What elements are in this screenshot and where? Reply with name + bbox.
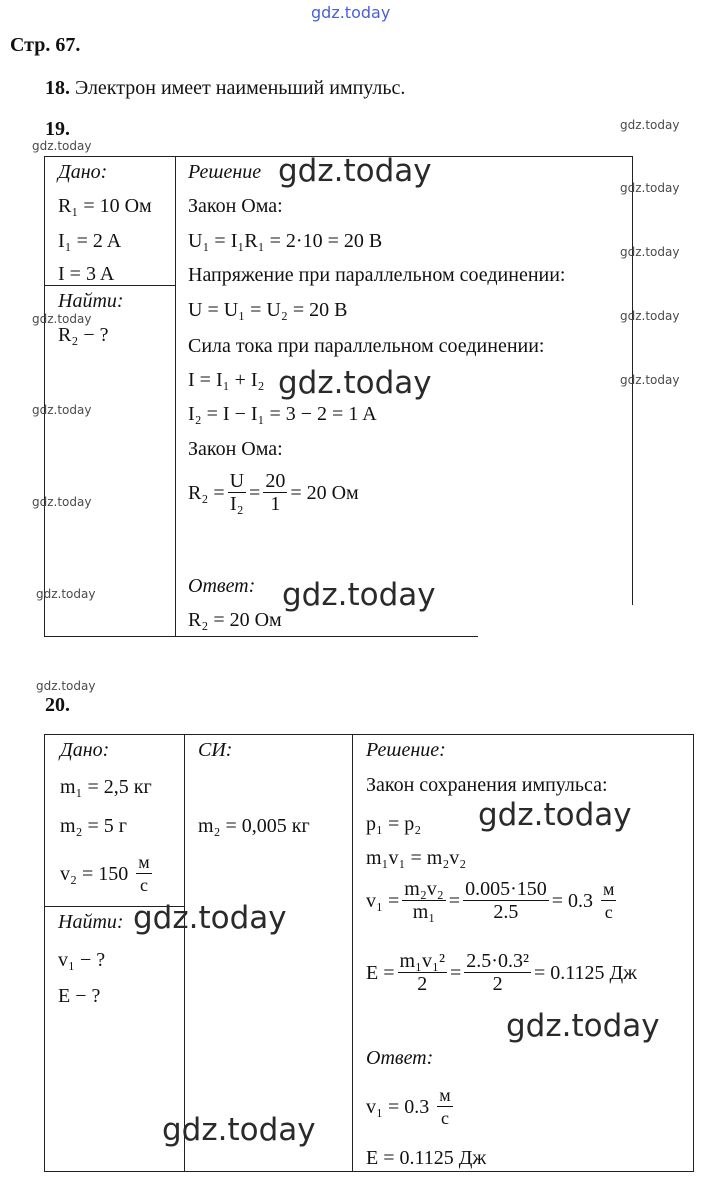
task19-r2-denominator-2: 1 [270, 493, 281, 515]
task19-ohm-law-1: Закон Ома: [188, 195, 283, 217]
task20-given-m1: m₁ = 2,5 кг [60, 776, 152, 798]
task19-ohm-law-2: Закон Ома: [188, 438, 283, 460]
watermark-small: gdz.today [32, 403, 92, 417]
task20-table-bottom-border [44, 1171, 694, 1172]
task19-given-r1: R₁ = 10 Ом [58, 195, 152, 217]
task19-table-divider [175, 156, 176, 637]
task20-v1-unit [601, 878, 616, 923]
task19-r2-fraction-1 [228, 470, 246, 515]
task20-given-m2: m₂ = 5 г [60, 815, 128, 837]
watermark-large: gdz.today [162, 1112, 316, 1148]
task20-v1-denominator-2: 2.5 [493, 901, 519, 923]
task19-answer-title: Ответ: [188, 575, 256, 597]
task19-find-title: Найти: [58, 290, 124, 312]
task20-answer-e: E = 0.1125 Дж [366, 1147, 487, 1169]
task20-unit-denominator: с [139, 875, 148, 895]
task19-number: 19. [45, 118, 70, 140]
task19-r2-formula [188, 470, 359, 515]
task20-number: 20. [45, 694, 70, 716]
watermark-small: gdz.today [620, 181, 680, 195]
task20-given-v2 [60, 851, 152, 896]
task20-e-fraction-1 [398, 950, 448, 995]
watermark-small: gdz.today [620, 309, 680, 323]
task19-parallel-voltage: Напряжение при параллельном соединении: [188, 264, 566, 286]
task19-r2-lhs: R₂ = [188, 481, 225, 504]
task19-r2-eq: = [249, 481, 261, 504]
task20-given-v2-unit [136, 851, 151, 896]
task20-v1-numerator-1: m₂v₂ [404, 878, 444, 900]
task20-table-right-border [693, 734, 694, 1172]
task20-v1-formula [366, 878, 616, 923]
task19-answer: R₂ = 20 Ом [188, 609, 282, 631]
task20-answer-unit-denominator: с [440, 1108, 449, 1128]
task20-v1-eq: = [448, 889, 461, 912]
task20-answer-v1 [366, 1084, 453, 1129]
task20-si-title: СИ: [198, 739, 233, 761]
task20-e-denominator-1: 2 [417, 973, 428, 995]
task20-e-formula [366, 950, 637, 995]
task19-given-title: Дано: [58, 161, 108, 183]
task19-r2-numerator-1: U [229, 470, 245, 492]
task19-parallel-current: Сила тока при параллельном соединении: [188, 335, 545, 357]
task20-e-eq: = [450, 961, 462, 984]
task18-number: 18. [45, 77, 70, 99]
task20-si-m2: m₂ = 0,005 кг [198, 815, 310, 837]
task20-find-v1: v₁ − ? [58, 949, 106, 971]
task19-r2-denominator-1: I₂ [230, 493, 244, 515]
task20-v1-unit-denominator: с [604, 902, 613, 922]
watermark-large: gdz.today [133, 900, 287, 936]
watermark-large: gdz.today [278, 153, 432, 189]
task20-answer-v1-text: v₁ = 0.3 [366, 1095, 430, 1118]
task20-momentum-law: Закон сохранения импульса: [366, 774, 608, 796]
task20-e-denominator-2: 2 [492, 973, 503, 995]
page-label: Стр. 67. [10, 34, 81, 56]
watermark-large: gdz.today [478, 797, 632, 833]
task20-unit-numerator: м [138, 852, 150, 872]
watermark-small: gdz.today [32, 139, 92, 153]
task20-answer-v1-unit [437, 1084, 452, 1129]
task20-v1-unit-numerator: м [603, 879, 615, 899]
task20-given-title: Дано: [60, 739, 110, 761]
task20-mv-eq: m₁v₁ = m₂v₂ [366, 847, 467, 869]
task20-table-left-border [44, 734, 45, 1172]
task20-v1-numerator-2: 0.005·150 [465, 878, 547, 900]
task20-answer-unit-numerator: м [439, 1085, 451, 1105]
task20-find-title: Найти: [58, 911, 124, 933]
watermark-small: gdz.today [36, 587, 96, 601]
watermark-large: gdz.today [506, 1008, 660, 1044]
task19-find-r2: R₂ − ? [58, 324, 109, 346]
watermark-large: gdz.today [282, 577, 436, 613]
task20-e-numerator-2: 2.5·0.3² [466, 950, 529, 972]
task20-find-e: E − ? [58, 985, 101, 1007]
task18-text: Электрон имеет наименьший импульс. [75, 77, 406, 99]
task20-e-numerator-1: m₁v₁² [399, 950, 445, 972]
task20-e-fraction-2 [464, 950, 531, 995]
watermark-small: gdz.today [620, 118, 680, 132]
watermark-large: gdz.today [278, 365, 432, 401]
task20-e-result: = 0.1125 Дж [533, 961, 637, 984]
task20-v1-result: = 0.3 [551, 889, 594, 912]
task18-line [45, 76, 405, 100]
task20-table-divider-1 [184, 734, 185, 1172]
task19-given-i1: I₁ = 2 A [58, 230, 122, 252]
watermark-small: gdz.today [32, 312, 92, 326]
task20-v1-fraction-1 [402, 878, 446, 923]
task19-i-formula: I = I₁ + I₂ [188, 369, 265, 391]
task19-r2-numerator-2: 20 [265, 470, 286, 492]
watermark-small: gdz.today [32, 495, 92, 509]
task19-r2-rhs: = 20 Ом [290, 481, 359, 504]
task19-table-left-border [44, 156, 45, 637]
task19-i2-formula: I₂ = I − I₁ = 3 − 2 = 1 A [188, 403, 377, 425]
task20-solution-title: Решение: [366, 739, 446, 761]
task19-r2-fraction-2 [263, 470, 287, 515]
task19-u-formula: U = U₁ = U₂ = 20 B [188, 299, 348, 321]
task20-table-divider-2 [352, 734, 353, 1172]
task19-u1-formula: U₁ = I₁R₁ = 2·10 = 20 B [188, 230, 383, 252]
task20-e-lhs: E = [366, 961, 395, 984]
task20-answer-title: Ответ: [366, 1047, 434, 1069]
watermark-small: gdz.today [620, 245, 680, 259]
top-watermark: gdz.today [311, 3, 391, 22]
task20-table-top-border [44, 734, 694, 735]
task20-given-v2-lhs: v₂ = 150 [60, 862, 129, 885]
task20-p-eq: p₁ = p₂ [366, 813, 422, 835]
task20-v1-lhs: v₁ = [366, 889, 400, 912]
task20-v1-denominator-1: m₁ [412, 901, 436, 923]
task20-v1-fraction-2 [463, 878, 549, 923]
task19-solution-title: Решение [188, 161, 262, 183]
watermark-small: gdz.today [36, 679, 96, 693]
task19-table-bottom-border [44, 636, 478, 637]
task19-given-i: I = 3 A [58, 263, 115, 285]
watermark-small: gdz.today [620, 373, 680, 387]
